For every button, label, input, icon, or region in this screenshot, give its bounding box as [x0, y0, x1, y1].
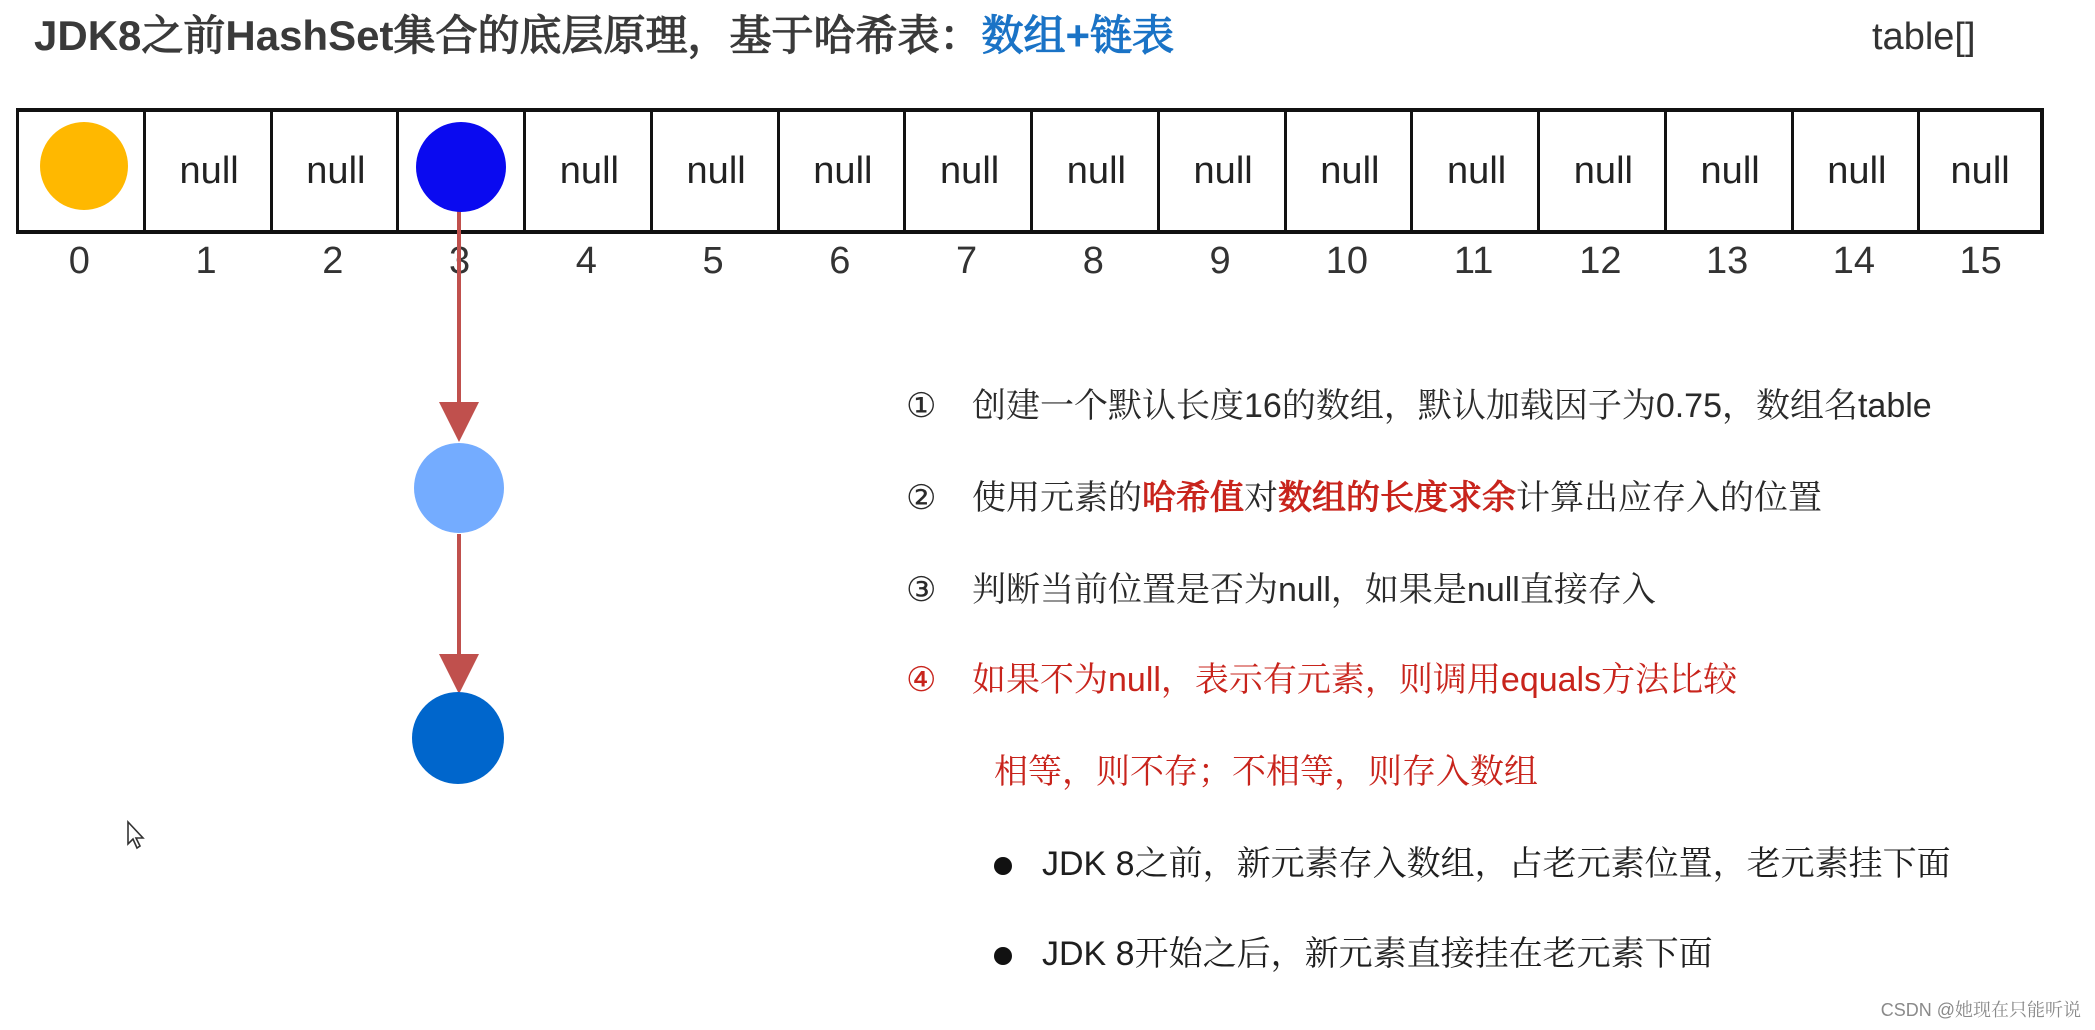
array-cell-15: null [1917, 108, 2044, 234]
array-index-0: 0 [68, 240, 90, 282]
array-index-2: 2 [322, 240, 344, 282]
step-1: ① 创建一个默认长度16的数组，默认加载因子为0.75，数组名table [906, 387, 1932, 425]
array-index-4: 4 [575, 240, 597, 282]
chain-node-1-circle [414, 443, 504, 533]
step-3: ③ 判断当前位置是否为null，如果是null直接存入 [906, 571, 1656, 609]
bullet-dot [994, 947, 1012, 965]
bullet-jdk8-before: JDK 8之前，新元素存入数组，占老元素位置，老元素挂下面 [994, 836, 1951, 885]
array-index-9: 9 [1209, 240, 1231, 282]
element-0-circle [40, 122, 128, 210]
array-index-1: 1 [195, 240, 217, 282]
chain-node-2-circle [412, 692, 504, 784]
array-cell-11: null [1410, 108, 1540, 234]
array-index-5: 5 [702, 240, 724, 282]
step-2: ② 使用元素的哈希值对数组的长度求余计算出应存入的位置 [906, 479, 1822, 517]
mouse-cursor-icon [126, 820, 146, 850]
array-index-15: 15 [1959, 240, 2002, 282]
watermark: CSDN @她现在只能听说 [1880, 1000, 2081, 1020]
array-cell-12: null [1537, 108, 1667, 234]
array-cell-4: null [523, 108, 653, 234]
array-index-7: 7 [956, 240, 978, 282]
array-cell-9: null [1157, 108, 1287, 234]
title-highlight: 数组+链表 [981, 12, 1174, 59]
array-cell-13: null [1664, 108, 1794, 234]
array-index-6: 6 [829, 240, 851, 282]
bullet-jdk8-after: JDK 8开始之后，新元素直接挂在老元素下面 [994, 926, 1713, 975]
array-index-11: 11 [1453, 240, 1494, 282]
array-index-14: 14 [1832, 240, 1876, 282]
array-index-13: 13 [1705, 240, 1749, 282]
hash-table-array [16, 108, 2044, 234]
array-cell-2: null [270, 108, 400, 234]
array-cell-10: null [1284, 108, 1414, 234]
array-index-10: 10 [1325, 240, 1369, 282]
array-cell-8: null [1030, 108, 1160, 234]
array-cell-14: null [1791, 108, 1921, 234]
array-cell-5: null [650, 108, 780, 234]
title-text: JDK8之前HashSet集合的底层原理，基于哈希表： [34, 12, 982, 59]
array-index-8: 8 [1082, 240, 1104, 282]
array-cell-1: null [143, 108, 273, 234]
array-index-3: 3 [449, 240, 471, 282]
bullet-dot [994, 857, 1012, 875]
element-3-circle [416, 122, 506, 212]
array-index-12: 12 [1579, 240, 1622, 282]
step-4-detail: 相等，则不存；不相等，则存入数组 [994, 753, 1538, 791]
step-4: ④ 如果不为null，表示有元素，则调用equals方法比较 [906, 661, 1738, 699]
array-cell-7: null [903, 108, 1033, 234]
table-label: table[] [1872, 16, 1976, 58]
array-cell-6: null [777, 108, 907, 234]
page-title [34, 8, 1174, 64]
